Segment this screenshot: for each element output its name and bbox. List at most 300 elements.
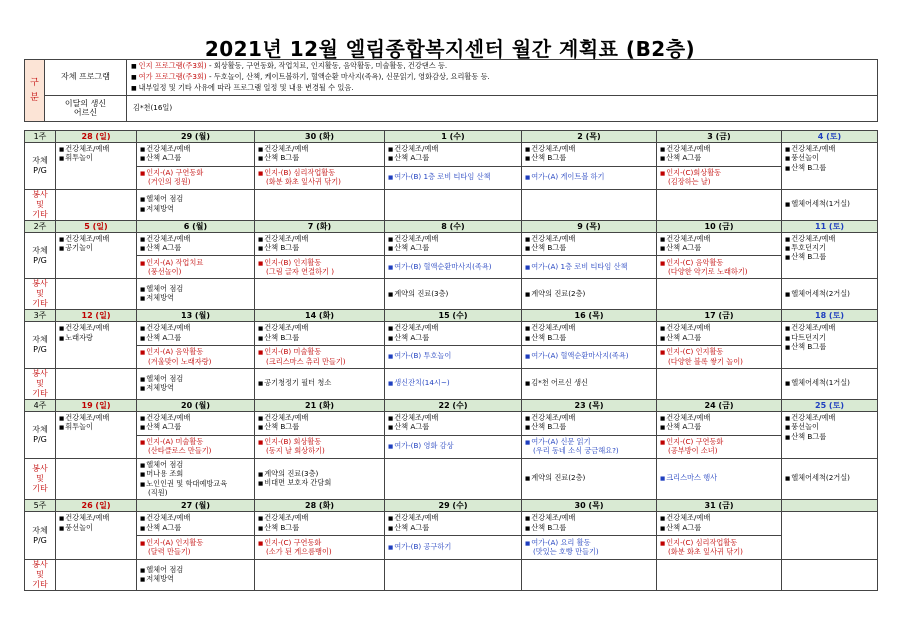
cognitive-program-item: (동지 날 회상하기) (266, 446, 325, 456)
day-header: 2 (목) (522, 131, 657, 143)
calendar-table (24, 130, 878, 591)
cognitive-program-item: (크리스마스 츄리 만들기) (266, 356, 346, 366)
schedule-item: ■ 산책 B그룹 (258, 334, 381, 343)
morning-cell (782, 512, 878, 560)
day-header: 17 (금) (657, 310, 782, 322)
schedule-item: ■ 풍선놀이 (785, 423, 874, 432)
self-program-label: 자체 프로그램 (45, 60, 127, 96)
etc-item: ■ 계약의 진료(2층) (525, 474, 653, 483)
etc-cell (522, 189, 657, 220)
schedule-item: ■ 건강체조/예배 (59, 514, 133, 523)
schedule-item: ■ 산책 A그룹 (388, 423, 518, 432)
day-header: 27 (월) (137, 500, 255, 512)
self-pg-label (25, 322, 56, 369)
day-header: 1 (수) (385, 131, 522, 143)
cognitive-program-item: ■ 인지-(C) 인지활동 (660, 348, 778, 357)
self-pg-row-morning (25, 512, 878, 536)
leisure-program-item: ■ 여가-(B) 투호놀이 (388, 352, 518, 361)
program-line-head: 인지 프로그램(주3회) (138, 61, 207, 70)
birthday-value: 김*천(16일) (127, 96, 878, 122)
leisure-program-item: ■ 여가-(A) 요리 활동 (525, 539, 653, 548)
cognitive-program-item: (김장하는 날) (668, 177, 711, 187)
day-header: 28 (화) (255, 500, 385, 512)
leisure-program-item: ■ 여가-(A) 혈액순환마사지(족욕) (525, 352, 653, 361)
etc-item: ■ 헬체어세척(1거실) (785, 379, 874, 388)
day-header: 24 (금) (657, 400, 782, 412)
cognitive-program-item: ■ 인지-(C) 구연동화 (660, 438, 778, 447)
etc-cell (657, 189, 782, 220)
day-header: 3 (금) (657, 131, 782, 143)
afternoon-cell (137, 256, 255, 279)
morning-cell (657, 322, 782, 346)
day-header: 4 (토) (782, 131, 878, 143)
schedule-item: ■ 건강체조/예배 (140, 414, 251, 423)
schedule-item: ■ 건강체조/예배 (388, 145, 518, 154)
schedule-item: ■ 산책 A그룹 (388, 244, 518, 253)
schedule-item: ■ 다트던지기 (785, 334, 874, 343)
week-header-row (25, 400, 878, 412)
etc-label-line: 봉사 (32, 560, 48, 570)
cognitive-program-item: (화분 화초 잎사귀 닦기) (668, 547, 743, 557)
afternoon-cell (657, 166, 782, 189)
morning-cell (657, 412, 782, 436)
week-label: 4주 (25, 400, 56, 412)
schedule-item: ■ 풍선놀이 (59, 524, 133, 533)
self-pg-label-line: 자체 (32, 245, 48, 255)
cognitive-program-item: ■ 인지-(B) 미술활동 (258, 348, 381, 357)
schedule-item: ■ 산책 A그룹 (388, 154, 518, 163)
morning-cell (137, 412, 255, 436)
schedule-item: ■ 산책 B그룹 (258, 244, 381, 253)
etc-row (25, 560, 878, 591)
self-pg-row-afternoon (25, 435, 878, 458)
leisure-program-item: ■ 여가-(B) 1층 로비 티타임 산책 (388, 173, 518, 182)
morning-cell (56, 232, 137, 279)
etc-cell (782, 279, 878, 310)
schedule-item: ■ 건강체조/예배 (785, 235, 874, 244)
etc-cell (56, 369, 137, 400)
day-header: 16 (목) (522, 310, 657, 322)
morning-cell (385, 143, 522, 167)
etc-cell (782, 560, 878, 591)
afternoon-cell (255, 536, 385, 560)
afternoon-cell (255, 346, 385, 369)
morning-cell (522, 512, 657, 536)
self-pg-label-line: 자체 (32, 424, 48, 434)
etc-cell (657, 279, 782, 310)
day-header: 18 (토) (782, 310, 878, 322)
morning-cell (255, 412, 385, 436)
self-pg-label-line: P/G (33, 165, 47, 175)
etc-row (25, 279, 878, 310)
self-pg-row-morning (25, 143, 878, 167)
program-line-leisure (138, 72, 873, 83)
etc-cell (385, 189, 522, 220)
schedule-item: ■ 건강체조/예배 (660, 414, 778, 423)
schedule-item: ■ 산책 B그룹 (525, 154, 653, 163)
morning-cell (385, 512, 522, 536)
self-pg-row-afternoon (25, 166, 878, 189)
schedule-item: ■ 건강체조/예배 (525, 145, 653, 154)
week-label: 3주 (25, 310, 56, 322)
etc-label-line: 및 (36, 474, 44, 483)
self-pg-label (25, 412, 56, 459)
schedule-item: ■ 건강체조/예배 (525, 235, 653, 244)
schedule-item: ■ 건강체조/예배 (388, 414, 518, 423)
day-header: 31 (금) (657, 500, 782, 512)
morning-cell (56, 512, 137, 560)
morning-cell (385, 322, 522, 346)
cognitive-program-item: (산타클로스 만들기) (148, 446, 212, 456)
day-header: 10 (금) (657, 220, 782, 232)
day-header: 11 (토) (782, 220, 878, 232)
morning-cell (385, 412, 522, 436)
morning-cell (385, 232, 522, 256)
self-pg-label-line: 자체 (32, 525, 48, 535)
cognitive-program-item: (공부방이 소녀) (668, 446, 718, 456)
etc-item: ■ 계약의 진료(3층) (388, 290, 518, 299)
afternoon-cell (522, 435, 657, 458)
self-pg-row-afternoon (25, 536, 878, 560)
program-line-head: 여가 프로그램(주3회) (138, 72, 207, 81)
morning-cell (657, 232, 782, 256)
day-header: 12 (일) (56, 310, 137, 322)
schedule-item: ■ 산책 A그룹 (660, 154, 778, 163)
gubun-char: 구 (30, 77, 39, 88)
etc-cell (385, 369, 522, 400)
schedule-item: ■ 노래자랑 (59, 334, 133, 343)
day-header: 6 (월) (137, 220, 255, 232)
schedule-item: ■ 산책 A그룹 (140, 154, 251, 163)
etc-cell (385, 560, 522, 591)
etc-cell (255, 560, 385, 591)
morning-cell (522, 232, 657, 256)
morning-cell (56, 322, 137, 369)
etc-label-line: 및 (36, 199, 44, 209)
schedule-item: ■ 산책 B그룹 (525, 524, 653, 533)
schedule-item: ■ 건강체조/예배 (140, 145, 251, 154)
etc-cell (782, 458, 878, 500)
morning-cell (255, 143, 385, 167)
birthday-label-line: 어르신 (73, 107, 98, 117)
morning-cell (255, 232, 385, 256)
day-header: 29 (수) (385, 500, 522, 512)
afternoon-cell (385, 536, 522, 560)
etc-item: ■ 헬체어세척(2거실) (785, 474, 874, 483)
gubun-label (25, 60, 45, 122)
schedule-item: ■ 건강체조/예배 (388, 235, 518, 244)
etc-item: ■ 공기청정기 필터 청소 (258, 379, 381, 388)
etc-cell (56, 189, 137, 220)
schedule-item: ■ 산책 B그룹 (785, 433, 874, 442)
afternoon-cell (137, 346, 255, 369)
etc-cell (657, 458, 782, 500)
cognitive-program-item: (겨울맞이 노래자랑) (148, 356, 212, 366)
etc-label (25, 560, 56, 591)
self-pg-label (25, 143, 56, 190)
self-pg-label-line: P/G (33, 345, 47, 355)
schedule-item: ■ 건강체조/예배 (785, 414, 874, 423)
etc-label-line: 및 (36, 289, 44, 299)
etc-cell (522, 458, 657, 500)
etc-cell (137, 189, 255, 220)
afternoon-cell (255, 166, 385, 189)
schedule-item: ■ 산책 B그룹 (258, 423, 381, 432)
cognitive-program-item: ■ 인지-(B) 회상활동 (258, 438, 381, 447)
etc-item: ■ 헬체어 점검 (140, 461, 251, 470)
day-header: 13 (월) (137, 310, 255, 322)
schedule-item: ■ 산책 A그룹 (388, 334, 518, 343)
schedule-item: ■ 산책 A그룹 (140, 244, 251, 253)
leisure-program-item: ■ 여가-(B) 공구하기 (388, 543, 518, 552)
morning-cell (782, 232, 878, 279)
self-pg-row-afternoon (25, 256, 878, 279)
program-line-tail: 내부일정 및 기타 사유에 따라 프로그램 일정 및 내용 변경될 수 있음. (138, 83, 354, 92)
day-header: 23 (목) (522, 400, 657, 412)
day-header: 8 (수) (385, 220, 522, 232)
etc-item: ■ 헬체어 점검 (140, 566, 251, 575)
afternoon-cell (137, 536, 255, 560)
week-header-row (25, 131, 878, 143)
day-header: 28 (일) (56, 131, 137, 143)
self-pg-label-line: 자체 (32, 335, 48, 345)
schedule-item: ■ 산책 A그룹 (660, 244, 778, 253)
schedule-item: ■ 산책 A그룹 (140, 334, 251, 343)
cognitive-program-item: (그림 글자 연결하기 ) (266, 266, 335, 276)
etc-label-line: 기타 (32, 299, 48, 309)
etc-cell (255, 279, 385, 310)
schedule-item: ■ 건강체조/예배 (258, 324, 381, 333)
cognitive-program-item: (소가 된 게으름뱅이) (266, 547, 332, 557)
afternoon-cell (385, 435, 522, 458)
cognitive-program-item: ■ 인지-(C)회상활동 (660, 169, 778, 178)
self-pg-row-afternoon (25, 346, 878, 369)
afternoon-cell (522, 256, 657, 279)
cognitive-program-item: ■ 인지-(A) 미술활동 (140, 438, 251, 447)
etc-cell (782, 189, 878, 220)
morning-cell (137, 143, 255, 167)
etc-row (25, 458, 878, 500)
etc-item: ■ 노인인권 및 학대예방교육 (140, 480, 251, 489)
etc-cell (255, 189, 385, 220)
etc-label-line: 봉사 (32, 189, 48, 199)
schedule-item: ■ 건강체조/예배 (59, 414, 133, 423)
etc-cell (522, 560, 657, 591)
afternoon-cell (255, 256, 385, 279)
schedule-item: ■ 건강체조/예배 (140, 514, 251, 523)
day-header: 25 (토) (782, 400, 878, 412)
schedule-item: ■ 건강체조/예배 (660, 514, 778, 523)
morning-cell (782, 143, 878, 190)
morning-cell (522, 412, 657, 436)
day-header: 21 (화) (255, 400, 385, 412)
schedule-item: ■ 산책 A그룹 (660, 334, 778, 343)
etc-label (25, 369, 56, 400)
schedule-item: ■ 건강체조/예배 (258, 514, 381, 523)
etc-label-line: 기타 (32, 389, 48, 399)
schedule-item: ■ 건강체조/예배 (140, 235, 251, 244)
schedule-item: ■ 건강체조/예배 (525, 514, 653, 523)
day-header: 29 (월) (137, 131, 255, 143)
leisure-program-item: (우리 동네 소식 궁금해요?) (533, 446, 619, 456)
etc-cell (255, 458, 385, 500)
schedule-item: ■ 공기놀이 (59, 244, 133, 253)
etc-item: ■ 계약의 진료(2층) (525, 290, 653, 299)
afternoon-cell (657, 536, 782, 560)
schedule-item: ■ 건강체조/예배 (660, 145, 778, 154)
schedule-item: ■ 건강체조/예배 (525, 414, 653, 423)
leisure-program-item: ■ 여가-(A) 신문 읽기 (525, 438, 653, 447)
etc-cell (522, 369, 657, 400)
afternoon-cell (657, 435, 782, 458)
afternoon-cell (657, 256, 782, 279)
day-header: 19 (일) (56, 400, 137, 412)
afternoon-cell (385, 166, 522, 189)
leisure-program-item: (맛있는 호빵 만들기) (533, 547, 599, 557)
morning-cell (782, 412, 878, 459)
day-header: 9 (목) (522, 220, 657, 232)
etc-label-line: 및 (36, 570, 44, 580)
self-pg-label-line: P/G (33, 535, 47, 545)
schedule-item: ■ 산책 B그룹 (258, 524, 381, 533)
schedule-item: ■ 건강체조/예배 (525, 324, 653, 333)
etc-cell (782, 369, 878, 400)
etc-item: ■ 저체방역 (140, 205, 251, 214)
schedule-item: ■ 산책 B그룹 (525, 423, 653, 432)
schedule-item: ■ 건강체조/예배 (59, 324, 133, 333)
afternoon-cell (137, 166, 255, 189)
cognitive-program-item: ■ 인지-(C) 음악활동 (660, 259, 778, 268)
schedule-item: ■ 산책 B그룹 (785, 343, 874, 352)
etc-item: ■ 헬체어 점검 (140, 375, 251, 384)
page-title: 2021년 12월 엘림종합복지센터 월간 계획표 (B2층) (204, 37, 696, 61)
schedule-item: ■ 건강체조/예배 (785, 145, 874, 154)
etc-row (25, 189, 878, 220)
etc-item: ■ 생신잔치(14시~) (388, 379, 518, 388)
schedule-item: ■ 건강체조/예배 (660, 235, 778, 244)
morning-cell (137, 232, 255, 256)
etc-item: ■ 비대면 보호자 간담회 (258, 479, 381, 488)
cognitive-program-item: ■ 인지-(A) 구연동화 (140, 169, 251, 178)
etc-item: ■ 헬체어 점검 (140, 195, 251, 204)
etc-cell (137, 560, 255, 591)
etc-label-line: 및 (36, 379, 44, 389)
afternoon-cell (385, 346, 522, 369)
leisure-program-item: ■ 여가-(A) 1층 로비 티타임 산책 (525, 263, 653, 272)
etc-row (25, 369, 878, 400)
morning-cell (782, 322, 878, 369)
self-pg-label (25, 512, 56, 560)
etc-cell (385, 458, 522, 500)
schedule-item: ■ 산책 B그룹 (525, 334, 653, 343)
etc-cell (522, 279, 657, 310)
afternoon-cell (255, 435, 385, 458)
morning-cell (255, 512, 385, 536)
etc-item: ■ 저체방역 (140, 575, 251, 584)
day-header: 30 (화) (255, 131, 385, 143)
day-header: 30 (목) (522, 500, 657, 512)
cognitive-program-item: ■ 인지-(B) 심리작업활동 (258, 169, 381, 178)
morning-cell (657, 512, 782, 536)
cognitive-program-item: ■ 인지-(A) 작업치료 (140, 259, 251, 268)
etc-label-line: 기타 (32, 580, 48, 590)
etc-label-line: 기타 (32, 209, 48, 219)
cognitive-program-item: ■ 인지-(C) 심리작업활동 (660, 539, 778, 548)
self-pg-label (25, 232, 56, 279)
self-pg-row-morning (25, 232, 878, 256)
cognitive-program-item: ■ 인지-(C) 구연동화 (258, 539, 381, 548)
schedule-item: ■ 산책 B그룹 (785, 164, 874, 173)
gubun-char: 분 (30, 92, 39, 103)
schedule-item: ■ 산책 A그룹 (140, 524, 251, 533)
cognitive-program-item: ■ 인지-(A) 음악활동 (140, 348, 251, 357)
schedule-item: ■ 건강체조/예배 (59, 145, 133, 154)
afternoon-cell (137, 435, 255, 458)
schedule-item: ■ 투호던지기 (785, 244, 874, 253)
cognitive-program-item: ■ 인지-(A) 인지활동 (140, 539, 251, 548)
schedule-item: ■ 산책 B그룹 (525, 244, 653, 253)
etc-cell (137, 458, 255, 500)
day-header: 14 (화) (255, 310, 385, 322)
day-header: 15 (수) (385, 310, 522, 322)
week-label: 2주 (25, 220, 56, 232)
etc-item: ■ 헬체어세척(2거실) (785, 290, 874, 299)
self-pg-label-line: P/G (33, 255, 47, 265)
cognitive-program-item: (다양한 악기로 노래하기) (668, 266, 748, 276)
schedule-item: ■ 건강체조/예배 (59, 235, 133, 244)
etc-item: (직원) (148, 487, 168, 497)
schedule-item: ■ 건강체조/예배 (258, 414, 381, 423)
morning-cell (56, 412, 137, 459)
etc-label-line: 기타 (32, 484, 48, 493)
day-header (782, 500, 878, 512)
day-header: 26 (일) (56, 500, 137, 512)
morning-cell (522, 143, 657, 167)
etc-item: ■ 계약의 진료(3층) (258, 470, 381, 479)
schedule-item: ■ 건강체조/예배 (388, 324, 518, 333)
etc-cell (56, 279, 137, 310)
self-pg-row-morning (25, 322, 878, 346)
etc-cell (385, 279, 522, 310)
leisure-program-item: ■ 여가-(B) 혈액순환마사지(족욕) (388, 263, 518, 272)
etc-item: ■ 크리스마스 행사 (660, 474, 778, 483)
schedule-item: ■ 건강체조/예배 (258, 145, 381, 154)
schedule-item: ■ 산책 B그룹 (258, 154, 381, 163)
program-line-tail: - 두호놀이, 산책, 케이트볼하기, 혈액순환 마사지(족욕), 신문읽기, 영화감상, 요리활동 등. (206, 72, 490, 81)
self-pg-label-line: P/G (33, 434, 47, 444)
birthday-label (45, 96, 127, 122)
afternoon-cell (522, 346, 657, 369)
etc-label (25, 458, 56, 500)
etc-label-line: 봉사 (32, 369, 48, 379)
schedule-item: ■ 건강체조/예배 (785, 324, 874, 333)
week-label: 5주 (25, 500, 56, 512)
cognitive-program-item: (화분 화초 잎사귀 닦기) (266, 177, 341, 187)
day-header: 7 (화) (255, 220, 385, 232)
etc-label-line: 봉사 (32, 464, 48, 473)
self-pg-row-morning (25, 412, 878, 436)
day-header: 5 (일) (56, 220, 137, 232)
schedule-item: ■ 풍선놀이 (785, 154, 874, 163)
etc-item: ■ 김*천 어르신 생신 (525, 379, 653, 388)
etc-cell (657, 560, 782, 591)
leisure-program-item: ■ 여가-(A) 게이트볼 하기 (525, 173, 653, 182)
schedule-item: ■ 산책 B그룹 (785, 253, 874, 262)
schedule-item: ■ 건강체조/예배 (140, 324, 251, 333)
morning-cell (255, 322, 385, 346)
schedule-item: ■ 건강체조/예배 (660, 324, 778, 333)
etc-cell (56, 458, 137, 500)
